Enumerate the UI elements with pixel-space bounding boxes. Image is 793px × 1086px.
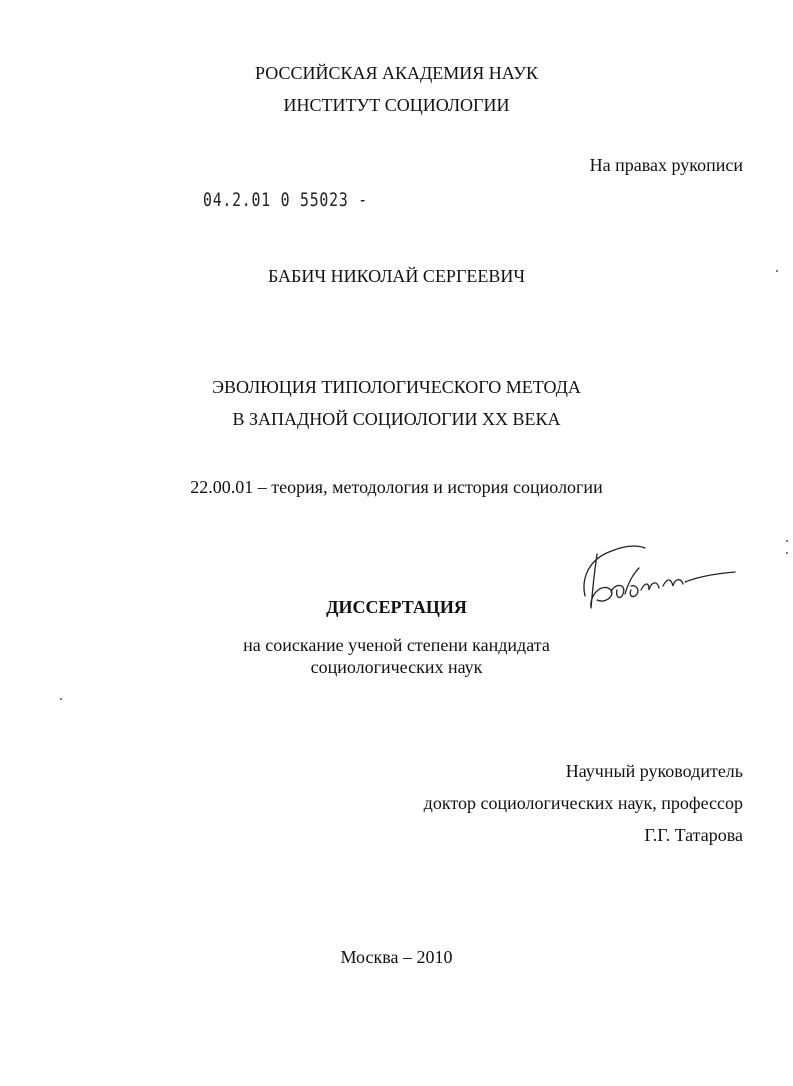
thesis-title-line-1: ЭВОЛЮЦИЯ ТИПОЛОГИЧЕСКОГО МЕТОДА: [212, 377, 581, 397]
registration-code: 04.2.01 0 55023 -: [203, 189, 368, 211]
academy-name: РОССИЙСКАЯ АКАДЕМИЯ НАУК: [255, 63, 538, 83]
institute-name: ИНСТИТУТ СОЦИОЛОГИИ: [283, 95, 510, 115]
specialty-code: 22.00.01 – теория, методология и история социологии: [190, 477, 603, 497]
scan-speck: [786, 540, 788, 542]
thesis-title-line-2: В ЗАПАДНОЙ СОЦИОЛОГИИ XX ВЕКА: [232, 409, 561, 429]
supervisor-rank: доктор социологических наук, профессор: [423, 793, 743, 813]
author-signature: [575, 538, 745, 618]
place-and-year: Москва – 2010: [340, 947, 453, 967]
degree-line-1: на соискание ученой степени кандидата: [243, 635, 550, 655]
scan-speck: [60, 698, 62, 700]
supervisor-name: Г.Г. Татарова: [644, 825, 743, 845]
document-type: ДИССЕРТАЦИЯ: [326, 597, 467, 617]
supervisor-label: Научный руководитель: [565, 761, 743, 781]
scan-speck: [776, 270, 778, 272]
manuscript-note: На правах рукописи: [589, 155, 743, 175]
degree-line-2: социологических наук: [310, 657, 483, 677]
author-name: БАБИЧ НИКОЛАЙ СЕРГЕЕВИЧ: [267, 266, 526, 286]
scan-speck: [786, 552, 788, 554]
